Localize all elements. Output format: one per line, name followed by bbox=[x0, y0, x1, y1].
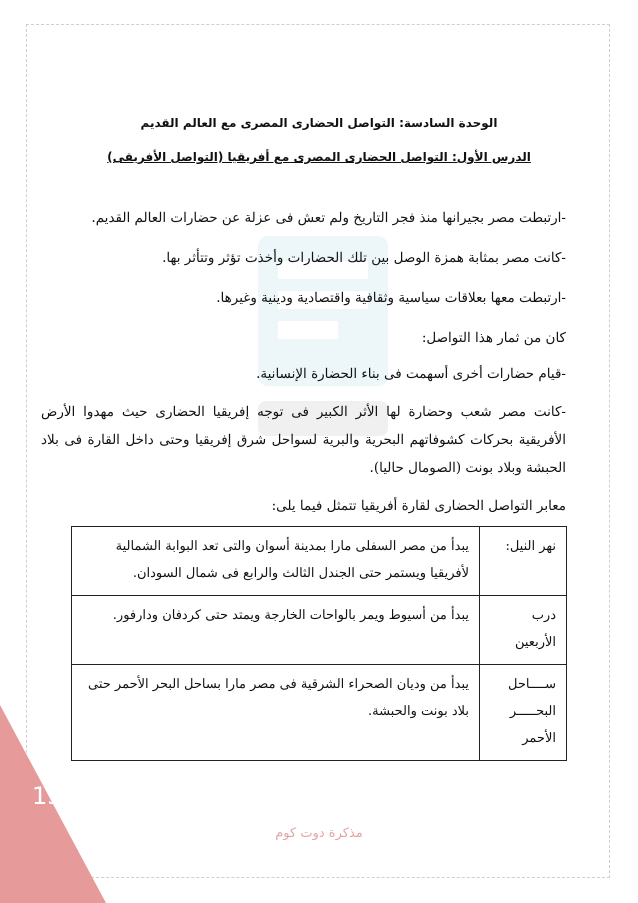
route-description: يبدأ من أسيوط ويمر بالواحات الخارجة ويمتد حتى كردفان ودارفور. bbox=[72, 596, 480, 665]
paragraph-5: -قيام حضارات أخرى أسهمت فى بناء الحضارة الإنسانية. bbox=[256, 366, 566, 382]
page-number: 134 bbox=[32, 782, 78, 810]
paragraph-3: -ارتبطت معها بعلاقات سياسية وثقافية واقتصادية ودينية وغيرها. bbox=[216, 290, 566, 306]
paragraph-6: -كانت مصر شعب وحضارة لها الأثر الكبير فى توجه إفريقيا الحضارى حيث مهدوا الأرض الأفريقية بحركات كشوفاتهم البحرية والبرية لسواحل شرق إفريقيا وحتى داخل القارة فى بلاد الحبشة وبلاد بونت (الصومال حاليا). bbox=[41, 404, 566, 476]
route-description: يبدأ من وديان الصحراء الشرقية فى مصر مارا بساحل البحر الأحمر حتى بلاد بونت والحبشة. bbox=[72, 665, 480, 761]
table-row bbox=[72, 596, 567, 665]
footer-brand: مذكرة دوت كوم bbox=[275, 826, 363, 841]
table-row bbox=[72, 665, 567, 761]
paragraph-2: -كانت مصر بمثابة همزة الوصل بين تلك الحضارات وأخذت تؤثر وتتأثر بها. bbox=[162, 250, 566, 266]
route-description: يبدأ من مصر السفلى مارا بمدينة أسوان والتى تعد البوابة الشمالية لأفريقيا ويستمر حتى الجندل الثالث والرابع فى شمال السودان. bbox=[72, 527, 480, 596]
routes-table bbox=[71, 526, 567, 761]
route-name: ســــاحل البحـــــر الأحمر bbox=[480, 665, 567, 761]
route-name: درب الأربعين bbox=[480, 596, 567, 665]
paragraph-4: كان من ثمار هذا التواصل: bbox=[421, 330, 566, 346]
table-row bbox=[72, 527, 567, 596]
unit-title: الوحدة السادسة: التواصل الحضارى المصرى مع العالم القديم bbox=[140, 116, 498, 130]
route-name: نهر النيل: bbox=[480, 527, 567, 596]
paragraph-1: -ارتبطت مصر بجيرانها منذ فجر التاريخ ولم تعش فى عزلة عن حضارات العالم القديم. bbox=[91, 210, 566, 226]
paragraph-7: معابر التواصل الحضارى لقارة أفريقيا تتمثل فيما يلى: bbox=[271, 498, 566, 514]
lesson-title: الدرس الأول: التواصل الحضارى المصرى مع أفريقيا (التواصل الأفريقى) bbox=[107, 150, 531, 164]
